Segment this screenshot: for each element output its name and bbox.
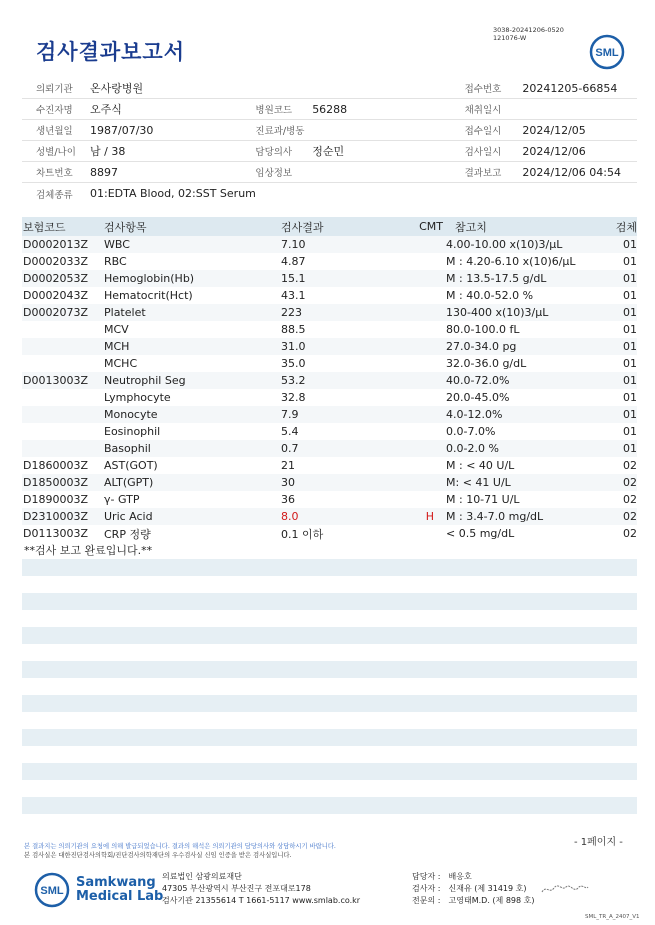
result-name: Lymphocyte	[104, 391, 171, 404]
result-code: D0002033Z	[23, 255, 88, 268]
info-value: 오주식	[90, 103, 122, 116]
info-label: 접수번호	[464, 84, 502, 95]
result-ref: < 0.5 mg/dL	[446, 527, 515, 540]
result-value: 15.1	[281, 272, 306, 285]
result-value: 31.0	[281, 340, 306, 353]
result-row	[22, 474, 637, 491]
result-row	[22, 389, 637, 406]
result-value: 0.1 이하	[281, 527, 324, 541]
result-spec: 01	[623, 306, 637, 319]
result-row	[22, 508, 637, 525]
result-value: 5.4	[281, 425, 299, 438]
info-label: 성별/나이	[36, 147, 76, 158]
result-value: 8.0	[281, 510, 299, 523]
blank-row	[22, 729, 637, 746]
staff-label: 담당자 :	[412, 872, 441, 881]
result-value: 223	[281, 306, 302, 319]
staff-value: 배응호	[448, 872, 472, 881]
sml-logo-icon	[589, 34, 625, 70]
result-row	[22, 457, 637, 474]
result-name: Monocyte	[104, 408, 158, 421]
result-spec: 01	[623, 323, 637, 336]
result-ref: 4.00-10.00 x(10)3/μL	[446, 238, 563, 251]
results-body	[22, 236, 637, 542]
info-value: 2024/12/05	[522, 123, 586, 137]
result-value: 4.87	[281, 255, 306, 268]
info-row	[22, 162, 637, 183]
result-value: 88.5	[281, 323, 306, 336]
address-line-3: 검사기관 21355614 T 1661-5117 www.smlab.co.kr	[162, 896, 361, 905]
results-table	[22, 217, 637, 542]
result-ref: 4.0-12.0%	[446, 408, 503, 421]
result-row	[22, 253, 637, 270]
result-value: 32.8	[281, 391, 306, 404]
info-value: 온사랑병원	[90, 82, 144, 95]
result-code: D0002053Z	[23, 272, 88, 285]
footer-address	[162, 871, 360, 907]
info-label: 수진자명	[36, 105, 73, 116]
info-row	[22, 141, 637, 162]
result-name: Uric Acid	[104, 510, 153, 523]
brand-line-1: Samkwang	[76, 875, 156, 890]
result-row	[22, 321, 637, 338]
document-id: SML_TR_A_2407_V1	[585, 914, 640, 920]
result-row	[22, 355, 637, 372]
result-code: D1890003Z	[23, 493, 88, 506]
info-label: 차트번호	[36, 168, 73, 179]
result-spec: 02	[623, 493, 637, 506]
blank-row	[22, 661, 637, 678]
header-cmt: CMT	[419, 220, 443, 233]
result-spec: 01	[623, 255, 637, 268]
header-name: 검사항목	[104, 220, 147, 234]
header-code: 보험코드	[23, 220, 66, 234]
blank-row	[22, 559, 637, 576]
result-row	[22, 304, 637, 321]
info-label: 검사일시	[464, 147, 502, 158]
info-row	[22, 99, 637, 120]
staff-row	[412, 883, 534, 895]
result-value: 21	[281, 459, 295, 472]
result-name: Eosinophil	[104, 425, 161, 438]
report-code-line2: 121076-W	[493, 34, 527, 42]
result-name: CRP 정량	[104, 527, 151, 541]
result-flag: H	[425, 510, 434, 523]
result-name: MCH	[104, 340, 130, 353]
result-spec: 02	[623, 527, 637, 540]
result-spec: 01	[623, 408, 637, 421]
info-row	[22, 78, 637, 99]
blank-row	[22, 763, 637, 780]
report-code	[493, 26, 564, 42]
info-value: 2024/12/06	[522, 144, 586, 158]
result-value: 7.9	[281, 408, 299, 421]
blank-row	[22, 695, 637, 712]
result-ref: 130-400 x(10)3/μL	[446, 306, 549, 319]
result-value: 36	[281, 493, 295, 506]
result-row	[22, 406, 637, 423]
blank-rows	[22, 559, 637, 831]
patient-info-table	[22, 78, 637, 204]
result-row	[22, 491, 637, 508]
result-value: 7.10	[281, 238, 306, 251]
info-label: 임상정보	[255, 168, 293, 179]
specimen-value: 01:EDTA Blood, 02:SST Serum	[90, 187, 256, 200]
result-code: D1850003Z	[23, 476, 88, 489]
result-ref: 40.0-72.0%	[446, 374, 510, 387]
result-spec: 01	[623, 289, 637, 302]
result-name: MCV	[104, 323, 129, 336]
result-spec: 01	[623, 272, 637, 285]
result-ref: M : 4.20-6.10 x(10)6/μL	[446, 255, 576, 268]
result-code: D0002043Z	[23, 289, 88, 302]
result-spec: 01	[623, 391, 637, 404]
result-code: D0113003Z	[23, 527, 88, 540]
info-label: 진료과/병동	[255, 126, 305, 137]
header-ref: 참고치	[455, 220, 487, 234]
result-spec: 02	[623, 459, 637, 472]
result-ref: M : < 40 U/L	[446, 459, 515, 472]
result-name: Hemoglobin(Hb)	[104, 272, 195, 285]
result-spec: 01	[623, 340, 637, 353]
info-label: 접수일시	[464, 126, 502, 137]
result-spec: 01	[623, 425, 637, 438]
result-row	[22, 287, 637, 304]
info-row-specimen	[22, 183, 637, 204]
info-value: 남 / 38	[90, 145, 126, 158]
blank-row	[22, 797, 637, 814]
result-ref: 0.0-2.0 %	[446, 442, 499, 455]
result-value: 0.7	[281, 442, 299, 455]
header-value: 검사결과	[281, 220, 324, 234]
result-name: RBC	[104, 255, 127, 268]
info-label: 병원코드	[255, 105, 293, 116]
result-name: Platelet	[104, 306, 146, 319]
page-number: - 1페이지 -	[574, 837, 623, 848]
info-value: 20241205-66854	[522, 81, 618, 95]
address-line-1: 의료법인 삼광의료재단	[162, 872, 242, 881]
staff-label: 전문의 :	[412, 896, 441, 905]
result-name: γ- GTP	[104, 493, 140, 506]
footer-notes	[24, 842, 336, 860]
result-name: AST(GOT)	[104, 459, 158, 472]
result-name: ALT(GPT)	[104, 476, 154, 489]
result-name: WBC	[104, 238, 130, 251]
info-value: 2024/12/06 04:54	[522, 165, 622, 179]
report-code-line1: 3038-20241206-0520	[493, 26, 564, 34]
info-value: 1987/07/30	[90, 123, 154, 137]
result-ref: M: < 41 U/L	[446, 476, 511, 489]
result-ref: 0.0-7.0%	[446, 425, 496, 438]
report-complete-text: **검사 보고 완료입니다.**	[24, 544, 153, 557]
result-spec: 01	[623, 238, 637, 251]
info-row	[22, 120, 637, 141]
result-code: D0002013Z	[23, 238, 88, 251]
blank-row	[22, 593, 637, 610]
info-label: 결과보고	[464, 168, 502, 179]
result-ref: 27.0-34.0 pg	[446, 340, 517, 353]
svg-text:SML: SML	[595, 47, 619, 59]
result-ref: M : 13.5-17.5 g/dL	[446, 272, 547, 285]
footer-brand	[76, 876, 163, 904]
result-row	[22, 440, 637, 457]
info-label: 담당의사	[255, 147, 293, 158]
result-value: 43.1	[281, 289, 306, 302]
info-label: 의뢰기관	[36, 84, 73, 95]
info-label: 생년월일	[36, 126, 73, 137]
result-ref: 80.0-100.0 fL	[446, 323, 520, 336]
result-ref: 20.0-45.0%	[446, 391, 510, 404]
result-code: D0013003Z	[23, 374, 88, 387]
result-row	[22, 372, 637, 389]
result-name: MCHC	[104, 357, 138, 370]
result-spec: 01	[623, 442, 637, 455]
footer-staff	[412, 871, 534, 907]
staff-row	[412, 895, 534, 907]
footer-logo	[34, 872, 163, 908]
sml-footer-logo-icon	[34, 872, 70, 908]
result-row	[22, 423, 637, 440]
result-spec: 01	[623, 374, 637, 387]
report-title: 검사결과보고서	[36, 40, 186, 64]
staff-row	[412, 871, 534, 883]
address-line-2: 47305 부산광역시 부산진구 전포대로178	[162, 884, 311, 893]
header-spec: 검체	[615, 220, 637, 234]
specimen-label: 검체종류	[36, 189, 73, 201]
result-name: Basophil	[104, 442, 151, 455]
result-value: 53.2	[281, 374, 306, 387]
result-ref: M : 10-71 U/L	[446, 493, 520, 506]
info-value: 정순민	[312, 145, 345, 158]
result-code: D2310003Z	[23, 510, 88, 523]
info-label: 채취일시	[464, 105, 502, 116]
result-ref: 32.0-36.0 g/dL	[446, 357, 527, 370]
result-ref: M : 40.0-52.0 %	[446, 289, 534, 302]
result-name: Neutrophil Seg	[104, 374, 186, 387]
result-name: Hematocrit(Hct)	[104, 289, 193, 302]
results-header	[22, 217, 637, 236]
brand-line-2: Medical Lab	[76, 889, 164, 904]
result-row	[22, 338, 637, 355]
result-row	[22, 525, 637, 542]
result-row	[22, 236, 637, 253]
info-value: 56288	[312, 102, 348, 116]
signature-icon	[540, 883, 590, 895]
footer-note-2: 본 검사실은 대한진단검사의학회/진단검사의학재단의 우수검사실 신임 인증을 받은 검사실입니다.	[24, 852, 292, 859]
blank-row	[22, 627, 637, 644]
result-ref: M : 3.4-7.0 mg/dL	[446, 510, 544, 523]
info-value: 8897	[90, 165, 118, 179]
result-value: 30	[281, 476, 295, 489]
result-spec: 01	[623, 357, 637, 370]
footer-note-1: 본 결과지는 의뢰기관의 요청에 의해 발급되었습니다. 결과의 해석은 의뢰기관의 담당의사와 상담하시기 바랍니다.	[24, 843, 336, 850]
svg-text:SML: SML	[40, 885, 64, 897]
staff-value: 고영태M.D. (제 898 호)	[448, 896, 535, 905]
staff-label: 검사자 :	[412, 884, 441, 893]
staff-value: 신재유 (제 31419 호)	[448, 884, 527, 893]
result-spec: 02	[623, 476, 637, 489]
result-row	[22, 270, 637, 287]
result-spec: 02	[623, 510, 637, 523]
result-value: 35.0	[281, 357, 306, 370]
result-code: D1860003Z	[23, 459, 88, 472]
result-code: D0002073Z	[23, 306, 88, 319]
